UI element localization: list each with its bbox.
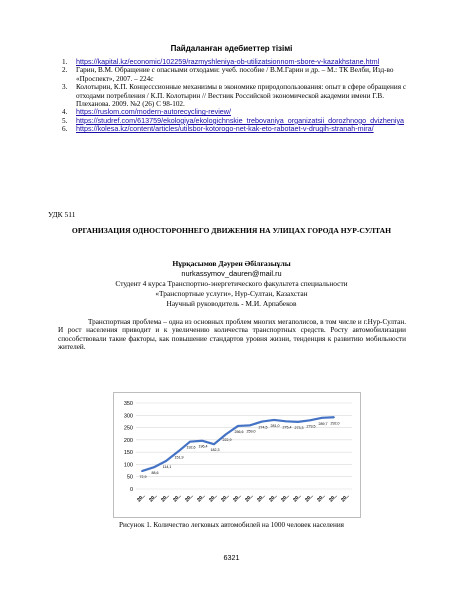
- y-tick-label: 250: [123, 425, 133, 432]
- x-tick-label: 20..: [196, 493, 207, 504]
- y-tick-label: 50: [126, 474, 133, 481]
- data-label: 292,0: [330, 421, 340, 426]
- data-label: 279,5: [306, 424, 316, 429]
- y-tick-label: 150: [123, 450, 133, 457]
- data-point: [201, 440, 203, 442]
- bibliography-link[interactable]: https://kolesa.kz/content/articles/utilsbor-kotorogo-net-kak-eto-rabotaet-v-drugih-stranah-mira/: [76, 124, 374, 134]
- data-label: 281,0: [270, 423, 280, 428]
- x-tick-label: 20..: [328, 493, 339, 504]
- bibliography-link[interactable]: https://kapital.kz/economic/102259/razmyshleniya-ob-utilizatsionnom-sbore-v-kazakhstane.html: [76, 57, 380, 66]
- data-label: 259,0: [246, 429, 256, 434]
- data-point: [273, 419, 275, 421]
- data-point: [249, 424, 251, 426]
- x-tick-label: 20..: [172, 493, 183, 504]
- bibliography-item: [62, 125, 414, 133]
- chart-svg: [114, 393, 360, 517]
- x-tick-label: 20..: [316, 493, 327, 504]
- x-tick-label: 20..: [340, 493, 351, 504]
- bibliography-title: Пайдаланған әдебиеттер тізімі: [170, 44, 293, 53]
- y-tick-label: 100: [123, 462, 133, 469]
- data-point: [177, 451, 179, 453]
- data-point: [321, 417, 323, 419]
- x-tick-label: 20..: [304, 493, 315, 504]
- data-label: 192,6: [186, 445, 196, 450]
- data-point: [165, 460, 167, 462]
- data-point: [261, 421, 263, 423]
- x-tick-label: 20..: [136, 493, 147, 504]
- data-label: 256,6: [234, 429, 244, 434]
- bibliography-item-number: 3.: [62, 83, 68, 92]
- data-label: 151,9: [174, 455, 184, 460]
- affiliation-line: Студент 4 курса Транспортно-энергетического факультета специальности: [115, 279, 348, 288]
- y-tick-label: 350: [123, 401, 133, 407]
- data-label: 72,9: [139, 475, 147, 480]
- bibliography-item: [62, 83, 414, 108]
- x-tick-label: 20..: [220, 493, 231, 504]
- data-label: 222,9: [222, 438, 232, 443]
- bibliography-list: [62, 58, 414, 134]
- data-point: [333, 416, 335, 418]
- article-paragraph: Транспортная проблема – одна из основных проблем многих мегаполисов, в том числе и г.Нур-Султан. И рост населения приводит и к увеличению количества транспортных средств. Росту автомобилизации способствовали такие факторы, как повышение стандартов уровня жизни, тенденция к развитию мобильности жителей.: [58, 318, 406, 352]
- affiliation-line: Научный руководитель - М.И. Арпабеков: [166, 299, 297, 308]
- x-tick-label: 20..: [232, 493, 243, 504]
- data-point: [297, 421, 299, 423]
- bibliography-link[interactable]: https://ruslom.com/modern-autorecycling-review/: [76, 107, 231, 117]
- author-name: Нұрқасымов Дәурен Әбілғазыұлы: [172, 259, 291, 268]
- data-point: [309, 419, 311, 421]
- bibliography-item: [62, 66, 414, 83]
- x-tick-label: 20..: [268, 493, 279, 504]
- data-point: [141, 470, 143, 472]
- x-tick-label: 20..: [244, 493, 255, 504]
- x-tick-label: 20..: [256, 493, 267, 504]
- bibliography-text: Колотырин, К.П. Концесссионные механизмы в экономике природопользования: опыт в сфере обращения с отходами потребления / К.П. Колотырин // Вестник Российской экономической академии имени Г.В. Плеханова. 2009. №2 (26) С 98-102.: [76, 83, 407, 109]
- x-tick-label: 20..: [184, 493, 195, 504]
- bibliography-item-number: 1.: [62, 58, 68, 66]
- data-point: [237, 425, 239, 427]
- x-tick-label: 20..: [160, 493, 171, 504]
- data-label: 88,6: [151, 471, 159, 476]
- x-tick-label: 20..: [208, 493, 219, 504]
- bibliography-text: Гарин, В.М. Обращение с опасными отходами: учеб. пособие / В.М.Гарин и др. – М.: ТК Велби, Изд-во «Проспект», 2007. – 224с: [76, 66, 394, 83]
- y-tick-label: 0: [129, 487, 133, 493]
- data-point: [189, 441, 191, 443]
- udk-code: УДК 511: [48, 210, 76, 219]
- x-tick-label: 20..: [280, 493, 291, 504]
- author-affiliation: [60, 279, 403, 309]
- data-point: [153, 466, 155, 468]
- data-label: 289,7: [318, 421, 328, 426]
- data-point: [213, 443, 215, 445]
- article-title: ОРГАНИЗАЦИЯ ОДНОСТОРОННЕГО ДВИЖЕНИЯ НА УЛИЦАХ ГОРОДА НУР-СУЛТАН: [71, 226, 392, 235]
- bibliography-item-number: 4.: [62, 108, 68, 117]
- bibliography-item-number: 6.: [62, 125, 68, 134]
- page-number: 6321: [223, 553, 240, 562]
- bibliography-item-number: 5.: [62, 116, 68, 125]
- bibliography-link[interactable]: https://studref.com/613759/ekologiya/ekologichnskie_trebovaniya_organizatsii_dorozhnogo_dvizheniya: [76, 115, 405, 125]
- affiliation-line: «Транспортные услуги», Нур-Султан, Казахстан: [155, 289, 308, 298]
- data-label: 273,3: [294, 425, 304, 430]
- x-tick-label: 20..: [148, 493, 159, 504]
- y-tick-label: 200: [123, 437, 133, 444]
- data-label: 275,4: [282, 425, 292, 430]
- bibliography-item: [62, 58, 414, 66]
- y-tick-label: 300: [123, 413, 133, 420]
- data-point: [225, 433, 227, 435]
- data-label: 114,1: [162, 464, 172, 469]
- data-label: 196,4: [198, 444, 208, 449]
- data-label: 274,5: [258, 425, 268, 430]
- data-label: 182,3: [210, 448, 220, 453]
- data-point: [285, 420, 287, 422]
- x-tick-label: 20..: [292, 493, 303, 504]
- line-chart: [113, 392, 361, 518]
- bibliography-item-number: 2.: [62, 66, 68, 75]
- figure-caption: Рисунок 1. Количество легковых автомобилей на 1000 человек населения: [118, 521, 344, 529]
- author-email: nurkassymov_dauren@mail.ru: [181, 269, 282, 278]
